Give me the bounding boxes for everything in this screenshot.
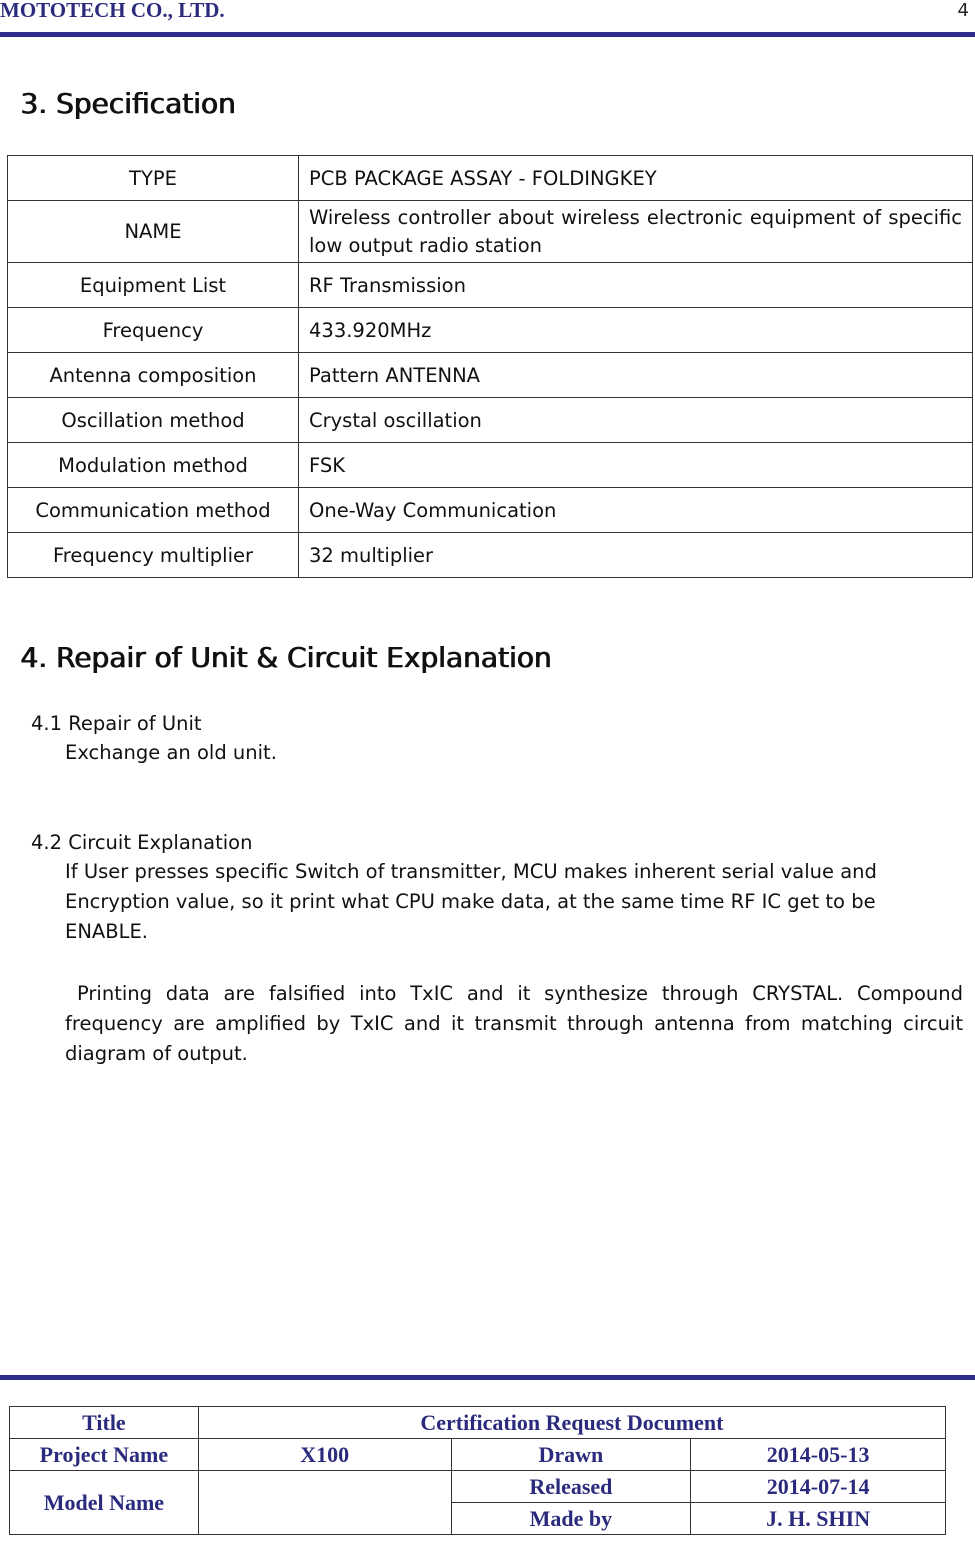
- spec-key: Equipment List: [8, 263, 299, 308]
- project-name-label: Project Name: [10, 1439, 199, 1471]
- section-4-title: 4. Repair of Unit & Circuit Explanation: [20, 641, 552, 674]
- project-name-value: X100: [198, 1439, 451, 1471]
- spec-value: FSK: [299, 443, 973, 488]
- table-row: [10, 1471, 946, 1503]
- spec-value: RF Transmission: [299, 263, 973, 308]
- spec-key: Antenna composition: [8, 353, 299, 398]
- table-row: [8, 308, 973, 353]
- spec-key: Modulation method: [8, 443, 299, 488]
- spec-value: Wireless controller about wireless electronic equipment of specific low output radio station: [299, 201, 973, 263]
- table-row: [8, 398, 973, 443]
- spec-value: 32 multiplier: [299, 533, 973, 578]
- subsection-4-2-heading: 4.2 Circuit Explanation: [31, 831, 253, 854]
- table-row: [10, 1439, 946, 1471]
- spec-key: Frequency: [8, 308, 299, 353]
- spec-value: PCB PACKAGE ASSAY - FOLDINGKEY: [299, 156, 973, 201]
- subsection-4-1-text: Exchange an old unit.: [65, 741, 277, 764]
- header-rule: [0, 32, 975, 37]
- released-date: 2014-07-14: [691, 1471, 946, 1503]
- table-row: [8, 488, 973, 533]
- spec-key: Frequency multiplier: [8, 533, 299, 578]
- table-row: [8, 201, 973, 263]
- section-3-title: 3. Specification: [20, 87, 236, 120]
- made-by-value: J. H. SHIN: [691, 1503, 946, 1535]
- released-label: Released: [451, 1471, 691, 1503]
- spec-key: Oscillation method: [8, 398, 299, 443]
- model-name-label: Model Name: [10, 1471, 199, 1535]
- spec-value: Crystal oscillation: [299, 398, 973, 443]
- title-value: Certification Request Document: [198, 1407, 945, 1439]
- spec-value: 433.920MHz: [299, 308, 973, 353]
- table-row: [8, 263, 973, 308]
- table-row: [10, 1407, 946, 1439]
- circuit-paragraph-1: If User presses specific Switch of transmitter, MCU makes inherent serial value and Encryption value, so it print what CPU make data, at the same time RF IC get to be ENABLE.: [65, 860, 877, 943]
- spec-key: Communication method: [8, 488, 299, 533]
- specification-table: [7, 155, 973, 578]
- page-number: 4: [957, 0, 969, 21]
- drawn-date: 2014-05-13: [691, 1439, 946, 1471]
- spec-value: Pattern ANTENNA: [299, 353, 973, 398]
- footer-rule: [0, 1375, 975, 1380]
- table-row: [8, 533, 973, 578]
- spec-key: NAME: [8, 201, 299, 263]
- drawn-label: Drawn: [451, 1439, 691, 1471]
- table-row: [8, 156, 973, 201]
- made-by-label: Made by: [451, 1503, 691, 1535]
- table-row: [8, 353, 973, 398]
- table-row: [8, 443, 973, 488]
- subsection-4-1-heading: 4.1 Repair of Unit: [31, 712, 202, 735]
- model-name-value: [198, 1471, 451, 1535]
- title-label: Title: [10, 1407, 199, 1439]
- document-info-table: [9, 1406, 946, 1535]
- spec-key: TYPE: [8, 156, 299, 201]
- company-name: MOTOTECH CO., LTD.: [0, 0, 225, 22]
- circuit-paragraph-2: Printing data are falsified into TxIC and it synthesize through CRYSTAL. Compound frequency are amplified by TxIC and it transmit through antenna from matching circuit diagram of output.: [65, 982, 963, 1065]
- spec-value: One-Way Communication: [299, 488, 973, 533]
